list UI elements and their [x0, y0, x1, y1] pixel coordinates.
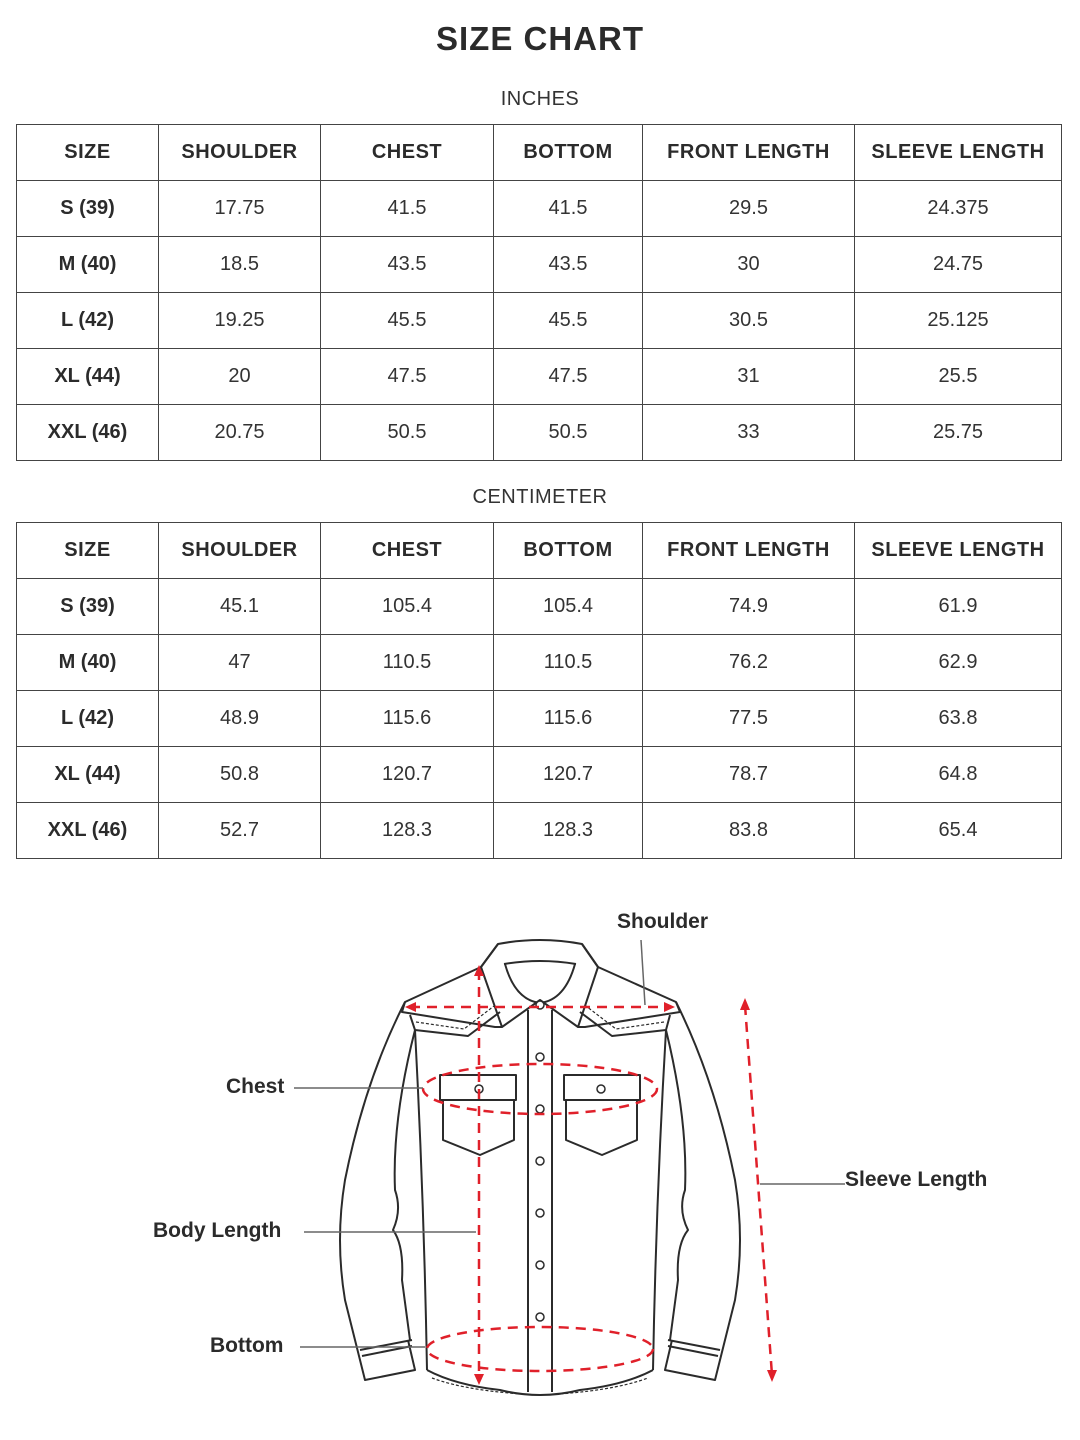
table-cell: 128.3 [321, 803, 494, 859]
table-cell: 74.9 [643, 579, 855, 635]
table-cell: 41.5 [494, 181, 643, 237]
table-cell: 48.9 [159, 691, 321, 747]
table-cell: 110.5 [321, 635, 494, 691]
bottom-label: Bottom [210, 1334, 284, 1357]
table-row [17, 635, 1062, 691]
table-cell: 128.3 [494, 803, 643, 859]
table-cell: 76.2 [643, 635, 855, 691]
table-cell: 64.8 [855, 747, 1062, 803]
table-cell: 31 [643, 349, 855, 405]
table-cell: 83.8 [643, 803, 855, 859]
size-cell: XL (44) [17, 747, 159, 803]
table-cell: 29.5 [643, 181, 855, 237]
table-row [17, 747, 1062, 803]
table-cell: 20 [159, 349, 321, 405]
table-cell: 47.5 [494, 349, 643, 405]
table-cell: 61.9 [855, 579, 1062, 635]
table-cell: 30 [643, 237, 855, 293]
table-cell: 63.8 [855, 691, 1062, 747]
table-row [17, 405, 1062, 461]
header-shoulder: SHOULDER [159, 523, 321, 579]
centimeter-size-table [16, 522, 1062, 859]
table-cell: 25.125 [855, 293, 1062, 349]
shirt-outline-icon [0, 880, 1080, 1420]
header-chest: CHEST [321, 125, 494, 181]
table-cell: 47 [159, 635, 321, 691]
table-cell: 105.4 [494, 579, 643, 635]
header-front-length: FRONT LENGTH [643, 125, 855, 181]
table-cell: 25.75 [855, 405, 1062, 461]
table-row [17, 349, 1062, 405]
table-cell: 50.8 [159, 747, 321, 803]
table-cell: 43.5 [494, 237, 643, 293]
table-cell: 43.5 [321, 237, 494, 293]
table-cell: 78.7 [643, 747, 855, 803]
body-length-label: Body Length [153, 1219, 282, 1242]
table-row [17, 691, 1062, 747]
inches-size-table [16, 124, 1062, 461]
size-cell: M (40) [17, 237, 159, 293]
table-cell: 33 [643, 405, 855, 461]
table-cell: 45.5 [494, 293, 643, 349]
size-cell: S (39) [17, 579, 159, 635]
table-cell: 20.75 [159, 405, 321, 461]
table-cell: 30.5 [643, 293, 855, 349]
table-header-row [17, 523, 1062, 579]
table-cell: 19.25 [159, 293, 321, 349]
table-cell: 47.5 [321, 349, 494, 405]
size-cell: XXL (46) [17, 803, 159, 859]
table-row [17, 293, 1062, 349]
table-cell: 77.5 [643, 691, 855, 747]
table-cell: 105.4 [321, 579, 494, 635]
table-cell: 50.5 [494, 405, 643, 461]
size-cell: L (42) [17, 691, 159, 747]
table-cell: 18.5 [159, 237, 321, 293]
shoulder-label: Shoulder [617, 910, 709, 933]
table-cell: 50.5 [321, 405, 494, 461]
table-cell: 24.75 [855, 237, 1062, 293]
header-sleeve-length: SLEEVE LENGTH [855, 125, 1062, 181]
table-cell: 115.6 [321, 691, 494, 747]
table-cell: 62.9 [855, 635, 1062, 691]
size-cell: XL (44) [17, 349, 159, 405]
table-cell: 115.6 [494, 691, 643, 747]
header-front-length: FRONT LENGTH [643, 523, 855, 579]
header-sleeve-length: SLEEVE LENGTH [855, 523, 1062, 579]
table-cell: 65.4 [855, 803, 1062, 859]
centimeter-unit-label: CENTIMETER [472, 486, 608, 508]
table-row [17, 181, 1062, 237]
page-title: SIZE CHART [436, 20, 644, 57]
table-cell: 120.7 [321, 747, 494, 803]
inches-unit-label: INCHES [500, 88, 580, 110]
shirt-measurement-diagram [0, 880, 1080, 1420]
table-cell: 41.5 [321, 181, 494, 237]
table-cell: 25.5 [855, 349, 1062, 405]
header-bottom: BOTTOM [494, 523, 643, 579]
header-size: SIZE [17, 523, 159, 579]
chest-label: Chest [226, 1075, 285, 1098]
table-cell: 45.1 [159, 579, 321, 635]
header-bottom: BOTTOM [494, 125, 643, 181]
header-shoulder: SHOULDER [159, 125, 321, 181]
table-row [17, 803, 1062, 859]
header-size: SIZE [17, 125, 159, 181]
table-cell: 45.5 [321, 293, 494, 349]
sleeve-length-label: Sleeve Length [845, 1168, 988, 1191]
table-header-row [17, 125, 1062, 181]
table-row [17, 579, 1062, 635]
size-cell: L (42) [17, 293, 159, 349]
table-cell: 17.75 [159, 181, 321, 237]
size-cell: S (39) [17, 181, 159, 237]
table-cell: 120.7 [494, 747, 643, 803]
header-chest: CHEST [321, 523, 494, 579]
size-cell: XXL (46) [17, 405, 159, 461]
table-cell: 24.375 [855, 181, 1062, 237]
table-row [17, 237, 1062, 293]
size-cell: M (40) [17, 635, 159, 691]
table-cell: 52.7 [159, 803, 321, 859]
table-cell: 110.5 [494, 635, 643, 691]
